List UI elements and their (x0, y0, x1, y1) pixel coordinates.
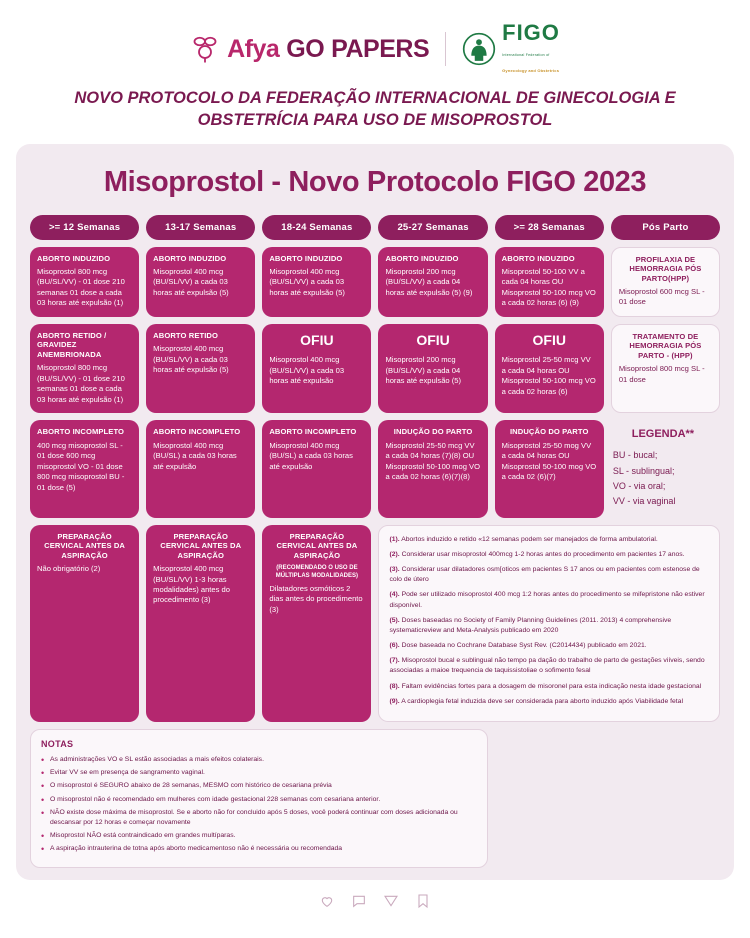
cell-title: ABORTO INCOMPLETO (153, 427, 241, 437)
afya-logo (190, 34, 429, 64)
cell-body: Misoprostol 50-100 VV a cada 04 horas OU Misoprostol 50-100 mcg VO a cada 02 horas (6) (9) (501, 267, 596, 308)
cell-r1c5 (495, 247, 604, 317)
reference-item (389, 590, 709, 610)
cell-body: Misoprostol 25-50 mog VV a cada 04 horas OU Misoprostol 50-100 mog VO a cada 02 (6)(7) (501, 440, 597, 482)
notes-box (30, 729, 488, 868)
protocol-card (16, 144, 734, 880)
reference-number: (3). (389, 565, 400, 573)
reference-text: Abortos induzido e retido «12 semanas podem ser manejados de forma ambulatorial. (401, 535, 658, 543)
note-item: • Evitar VV se em presença de sangramento vaginal. (41, 768, 477, 778)
cell-r2c1 (30, 324, 139, 413)
cell-r1c1 (30, 247, 139, 317)
column-header-5: Pós Parto (611, 215, 720, 240)
cell-body: Dilatadores osmóticos 2 dias antes do procedimento (3) (269, 583, 363, 614)
cell-r2c3 (262, 324, 371, 413)
cell-body: Misoprostol 400 mcg (BU/SL) a cada 03 horas até expulsão (269, 440, 353, 471)
legend-list (613, 448, 713, 509)
legend-box (611, 420, 720, 517)
cell-r3c2 (146, 420, 255, 517)
papers-wordmark: PAPERS (331, 34, 430, 63)
cell-r3c5 (495, 420, 604, 517)
legend-title: LEGENDA** (631, 428, 695, 441)
reference-item (389, 616, 709, 636)
reference-text: Considerar usar dilatadores osm[oticos em pacientes S 17 anos ou em pacientes com estenose de colo de útero (389, 565, 700, 584)
page-title: Misoprostol - Novo Protocolo FIGO 2023 (103, 165, 647, 198)
cell-r3c3 (262, 420, 371, 517)
cell-r4c1 (30, 525, 139, 722)
notes-spacer (495, 729, 720, 868)
cell-body: Misoprostol 800 mcg (BU/SL/VV) - 01 dose 210 semanas 01 dose a cada 03 horas até expulsão (1) (37, 363, 125, 404)
cell-body: Misoprostol 400 mcg (BU/SL/VV) a cada 03 horas até expulsão (5) (269, 267, 345, 297)
go-wordmark: GO (286, 34, 325, 63)
reference-item (389, 641, 709, 651)
cell-r3c1 (30, 420, 139, 517)
table-row (30, 525, 720, 722)
column-header-2: 18-24 Semanas (262, 215, 371, 240)
table-row (30, 420, 720, 517)
cell-title: TRATAMENTO DE HEMORRAGIA PÓS PARTO - (HPP) (629, 331, 702, 360)
reference-text: Dose baseada no Cochrane Database Syst Rev. (C2014434) publicado em 2021. (401, 642, 647, 650)
bookmark-icon[interactable] (415, 893, 431, 909)
cell-title: OFIU (300, 331, 334, 348)
figo-text-block (502, 22, 560, 76)
cell-title: ABORTO INDUZIDO (153, 253, 227, 263)
reference-item (389, 697, 709, 707)
figo-subtitle-2: Gynecology and Obstetrics (502, 68, 560, 73)
note-item: • NÃO existe dose máxima de misoprostol. Se e aborto não for concluido após 5 doses, você poderá continuar com doses adicionada ou descansar por 12 horas e começar novamente (41, 808, 477, 828)
table-row (30, 247, 720, 317)
cell-body: Misoprostol 800 mcg SL - 01 dose (618, 364, 705, 384)
page-headline: NOVO PROTOCOLO DA FEDERAÇÃO INTERNACIONAL DE GINECOLOGIA E OBSTETRÍCIA PARA USO DE MISOPROSTOL (74, 89, 676, 129)
cell-r2c6 (611, 324, 720, 413)
reference-number: (7). (389, 657, 400, 665)
reference-text: Pode ser utilizado misoprostol 400 mcg 1:2 horas antes do procedimento se mifepristone não estiver disponível. (389, 591, 705, 609)
column-header-3: 25-27 Semanas (378, 215, 487, 240)
legend-item: SL - sublingual; (612, 465, 675, 476)
cell-body: Misoprostol 200 mcg (BU/SL/VV) a cada 04 horas até expulsão (5) (9) (385, 267, 473, 297)
reference-number: (6). (389, 642, 400, 650)
cell-title: ABORTO INDUZIDO (385, 253, 459, 263)
cell-r4c2 (146, 525, 255, 722)
figo-mark-icon (462, 32, 496, 66)
afya-mark-icon (190, 34, 220, 64)
cell-r1c2 (146, 247, 255, 317)
legend-item: VO - via oral; (612, 481, 666, 492)
reference-item (389, 550, 709, 560)
reference-text: A cardioplegia fetal induzida deve ser considerada para aborto induzido após Viabilidade fetal (401, 697, 683, 705)
cell-title: ABORTO INDUZIDO (37, 253, 111, 263)
cell-body: Misoprostol 400 mcg (BU/SL/VV) a cada 03 horas até expulsão (269, 355, 345, 386)
note-item: • O misoprostol é SEGURO abaixo de 28 semanas, MESMO com histórico de cesariana prévia (41, 781, 477, 791)
social-footer (0, 880, 750, 919)
table-row (30, 324, 720, 413)
cell-r1c4 (378, 247, 487, 317)
afya-wordmark: Afya (227, 34, 280, 63)
reference-number: (9). (389, 697, 400, 705)
cell-title: PREPARAÇÃO CERVICAL ANTES DA ASPIRAÇÃO (44, 531, 126, 560)
column-header-0: >= 12 Semanas (30, 215, 139, 240)
cell-title: INDUÇÃO DO PARTO (393, 427, 473, 437)
reference-item (389, 656, 709, 676)
cell-body: 400 mcg misoprostol SL - 01 dose 600 mcg misoprostol VO - 01 dose 800 mcg misoprostol BU - 01 dose (5) (37, 440, 125, 492)
figo-subtitle: International Federation of (502, 53, 550, 57)
notes-list (41, 755, 477, 855)
cell-body: Misoprostol 400 mcg (BU/SL/VV) 1-3 horas modalidades) antes do procedimento (3) (153, 564, 230, 605)
cell-body: Misoprostol 200 mcg (BU/SL/VV) a cada 04 horas até expulsão (5) (385, 355, 462, 386)
column-header-row (30, 215, 720, 240)
cell-body: Misoprostol 400 mcg (BU/SL/VV) a cada 03 horas até expulsão (5) (153, 344, 229, 375)
cell-r2c2 (146, 324, 255, 413)
cell-title: INDUÇÃO DO PARTO (509, 427, 589, 437)
comment-icon[interactable] (351, 893, 367, 909)
cell-title: PREPARAÇÃO CERVICAL ANTES DA ASPIRAÇÃO (276, 531, 358, 560)
cell-title: PREPARAÇÃO CERVICAL ANTES DA ASPIRAÇÃO (160, 531, 242, 560)
brand-bar (0, 0, 750, 82)
cell-title: ABORTO INDUZIDO (501, 253, 575, 263)
cell-body: Misoprostol 600 mcg SL - 01 dose (618, 286, 705, 307)
reference-number: (1). (389, 535, 400, 543)
cell-r2c5 (495, 324, 604, 413)
reference-item (389, 565, 709, 585)
reference-text: Considerar usar misoprostol 400mcg 1-2 horas antes do procedimento em pacientes 17 anos. (401, 550, 685, 558)
cell-body: Misoprostol 400 mcg (BU/SL/VV) a cada 03 horas até expulsão (5) (153, 267, 229, 297)
cell-r2c4 (378, 324, 487, 413)
cell-title: ABORTO RETIDO (153, 330, 219, 340)
cell-body: Misoprostol 400 mcg (BU/SL) a cada 03 horas até expulsão (153, 440, 237, 471)
heart-icon[interactable] (319, 893, 335, 909)
reference-text: Doses baseadas no Society of Family Planning Guidelines (2011. 2013) 4 comprehensive systematicreview and Meta-Analysis publicado em 2020 (389, 616, 672, 634)
cell-r1c3 (262, 247, 371, 317)
column-header-4: >= 28 Semanas (495, 215, 604, 240)
notes-row (30, 729, 720, 868)
figo-title: FIGO (502, 20, 560, 45)
legend-item: BU - bucal; (612, 450, 658, 461)
reference-number: (5). (389, 616, 400, 624)
cell-title: ABORTO INCOMPLETO (269, 427, 357, 437)
reference-text: Misoprostol bucal e sublingual não tempo pa dação do trabalho de parto de gestações viíveis, sendo associadas a maioe trequencia de taquissistoliae o sofimento fesal (389, 657, 705, 675)
cell-r3c4 (378, 420, 487, 517)
cell-title: OFIU (532, 331, 566, 348)
cell-title: PROFILAXIA DE HEMORRAGIA PÓS PARTO(HPP) (629, 254, 702, 283)
note-item: • As administrações VO e SL estão associadas a mais efeitos colaterais. (41, 755, 477, 765)
reference-number: (4). (389, 591, 400, 599)
cell-r1c6 (611, 247, 720, 317)
cell-body: Misoprostol 800 mcg (BU/SL/VV) - 01 dose 210 semanas 01 dose a cada 03 horas até expulsão (1) (37, 267, 125, 308)
reference-number: (8). (389, 682, 400, 690)
note-item: • O misoprostol não é recomendado em mulheres com idade gestacional 228 semanas com cesariana anterior. (41, 795, 477, 805)
cell-subtitle: (RECOMENDADO O USO DE MÚLTIPLAS MODALIDADES) (275, 565, 359, 580)
reference-item (389, 535, 709, 545)
cell-body: Não obrigatório (2) (37, 564, 101, 574)
note-item: • A aspiração intrauterina de totna após aborto medicamentoso não é necessária ou recomendada (41, 844, 477, 854)
cell-title: ABORTO RETIDO / GRAVIDEZ ANEMBRIONADA (37, 330, 107, 359)
column-header-1: 13-17 Semanas (146, 215, 255, 240)
cell-title: ABORTO INCOMPLETO (37, 427, 125, 437)
notes-title: NOTAS (41, 739, 74, 750)
cell-title: OFIU (416, 331, 450, 348)
reference-number: (2). (389, 550, 400, 558)
note-item: • Misoprostol NÃO está contraindicado em grandes multíparas. (41, 831, 477, 841)
cell-title: ABORTO INDUZIDO (269, 253, 343, 263)
cell-r4c3 (262, 525, 371, 722)
figo-logo (462, 22, 560, 76)
cell-body: Misoprostol 25-50 mcg VV a cada 04 horas OU Misoprostol 50-100 mcg VO a cada 02 horas (6) (501, 355, 596, 396)
send-icon[interactable] (383, 893, 399, 909)
legend-item: VV - via vaginal (612, 496, 676, 507)
cell-body: Misoprostol 25-50 mcg VV a cada 04 horas (7)(8) OU Misoprostol 50-100 mog VO a cada 02 horas (6)(7)(8) (385, 440, 481, 482)
logo-divider (445, 32, 446, 66)
reference-text: Faltam evidências fortes para a dosagem de misoronel para esta indicação nesta idade gestacional (401, 682, 702, 690)
reference-item (389, 682, 709, 692)
references-box (378, 525, 720, 722)
